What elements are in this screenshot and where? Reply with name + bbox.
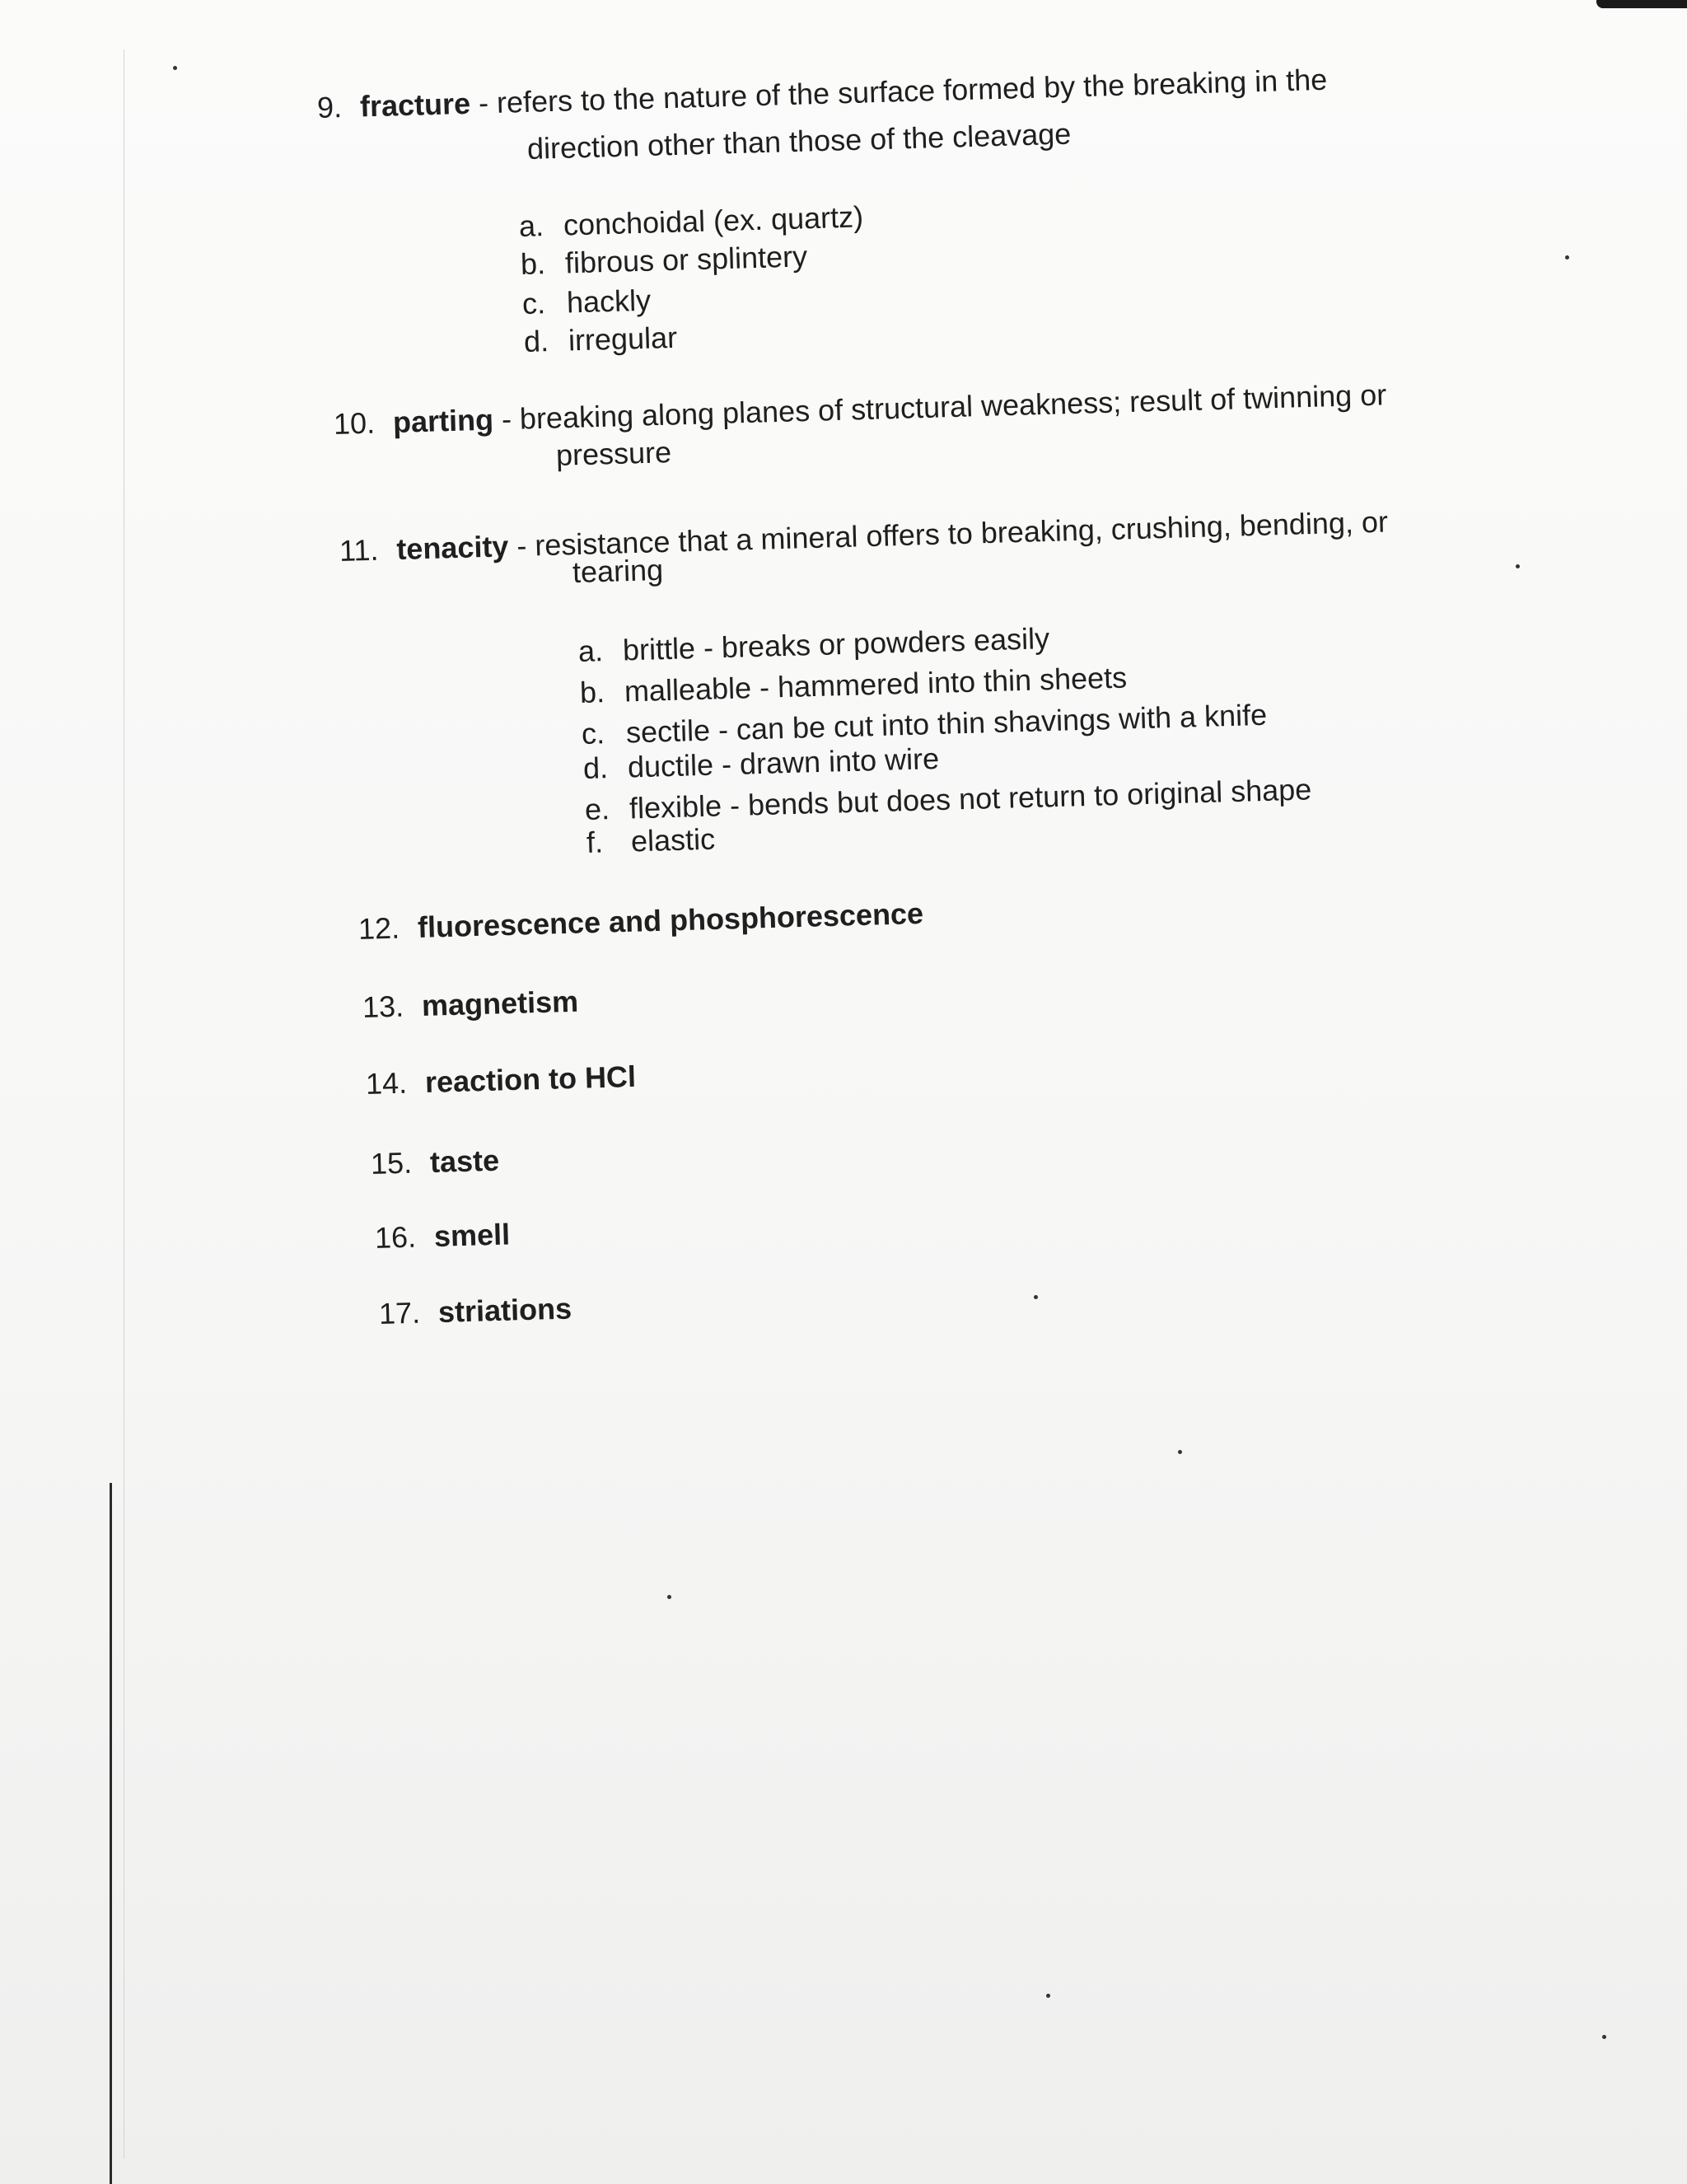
item-number: 11. [339, 532, 379, 568]
item-separator: - [507, 528, 535, 564]
subitem-text: sectile - can be cut into thin shavings with a knife [625, 697, 1268, 750]
item-separator: - [493, 401, 521, 437]
item-tenacity [339, 503, 1388, 569]
subitem-letter: d. [582, 751, 609, 785]
item-taste [370, 1142, 499, 1182]
subitem [518, 198, 863, 245]
item-definition-continued: pressure [555, 435, 672, 472]
scan-speck [1565, 255, 1569, 260]
binding-edge-line [110, 1483, 112, 2184]
item-magnetism [362, 983, 578, 1026]
item-definition-continued: direction other than those of the cleavage [526, 116, 1072, 166]
scan-speck [1602, 2035, 1606, 2039]
item-fluorescence [357, 895, 923, 947]
item-number: 16. [374, 1219, 417, 1255]
subitem-letter: b. [520, 246, 546, 281]
subitem-letter: b. [579, 675, 605, 709]
item-definition-continued: tearing [572, 552, 664, 589]
subitem-text: brittle - breaks or powders easily [622, 621, 1050, 667]
item-term: striations [437, 1291, 572, 1329]
item-definition: resistance that a mineral offers to breaking, crushing, bending, or [534, 504, 1389, 563]
item-term: magnetism [421, 984, 579, 1022]
subitem-letter: f. [586, 825, 604, 859]
item-number: 15. [370, 1145, 413, 1181]
scan-speck [1178, 1450, 1182, 1454]
subitem-text: ductile - drawn into wire [627, 741, 940, 784]
subitem-letter: a. [577, 634, 604, 668]
item-number: 13. [362, 989, 404, 1024]
item-term: taste [429, 1143, 500, 1179]
subitem [586, 821, 715, 861]
scan-speck [667, 1595, 671, 1599]
corner-scan-mark [1596, 0, 1687, 8]
subitem-letter: c. [521, 286, 546, 320]
subitem-text: malleable - hammered into thin sheets [624, 660, 1128, 709]
subitem-text: hackly [566, 283, 652, 320]
item-number: 9. [316, 90, 343, 124]
item-term: fracture [359, 86, 471, 124]
subitem [523, 319, 677, 360]
scan-speck [1034, 1295, 1038, 1299]
subitem-text: flexible - bends but does not return to original shape [629, 772, 1312, 825]
item-definition: refers to the nature of the surface formed by the breaking in the [496, 62, 1328, 119]
item-term: parting [392, 402, 494, 439]
subitem-text: elastic [630, 821, 716, 858]
item-term: reaction to HCl [424, 1059, 637, 1099]
subitem-letter: e. [584, 792, 610, 826]
item-parting [333, 376, 1386, 442]
item-fracture [316, 61, 1327, 126]
scan-speck [1516, 564, 1520, 568]
item-smell [374, 1215, 510, 1256]
item-definition: breaking along planes of structural weakness; result of twinning or [519, 377, 1387, 436]
subitem [520, 237, 807, 283]
subitem [521, 282, 651, 322]
subitem-text: irregular [568, 320, 678, 358]
subitem-letter: a. [518, 208, 544, 243]
item-term: fluorescence and phosphorescence [417, 896, 924, 944]
item-number: 17. [378, 1295, 421, 1331]
subitem-text: fibrous or splintery [564, 239, 808, 280]
item-term: tenacity [395, 529, 509, 567]
item-number: 10. [333, 405, 376, 441]
subitem-text: conchoidal (ex. quartz) [563, 199, 864, 242]
item-reaction-to-hcl [365, 1058, 636, 1102]
scan-speck [1046, 1994, 1050, 1998]
item-number: 12. [357, 910, 400, 946]
item-number: 14. [365, 1065, 408, 1101]
item-separator: - [470, 85, 498, 120]
scan-speck [173, 66, 177, 70]
item-term: smell [433, 1217, 511, 1253]
subitem-letter: d. [523, 324, 549, 358]
item-striations [378, 1289, 572, 1332]
subitem-letter: c. [581, 716, 605, 751]
